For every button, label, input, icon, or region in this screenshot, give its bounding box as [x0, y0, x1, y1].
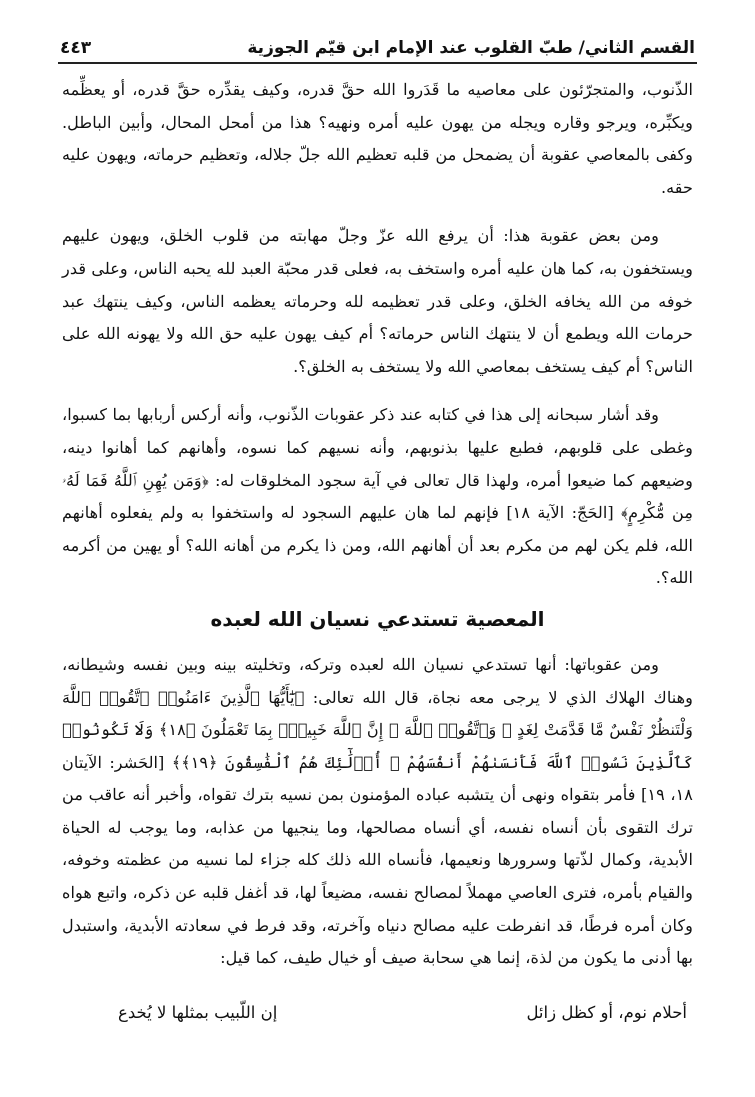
- page-number: ٤٤٣: [60, 38, 92, 58]
- paragraph-gap: [62, 204, 693, 220]
- poem-verse: [118, 1003, 687, 1022]
- paragraph-1: الذّنوب، والمتجرّئون على معاصيه ما قَدَروا الله حقَّ قدره، وكيف يقدِّره حقَّ قدره، أو يعظِّمه ويكبِّره، ويرجو وقاره ويجله من يهون عليه أمره ونهيه؟ هذا من أمحل المحال، وأبين الباطل. وكفى بالمعاصي عقوبة أن يضمحل من قلبه تعظيم الله جلّ جلاله، وتعظيم حرماته، ويهون عليه حقه.: [62, 80, 693, 197]
- section-heading: المعصية تستدعي نسيان الله لعبده: [210, 606, 545, 631]
- running-title: القسم الثاني/ طبّ القلوب عند الإمام ابن قيّم الجوزية: [247, 38, 695, 58]
- section-paragraph: ومن عقوباتها: أنها تستدعي نسيان الله لعبده وتركه، وتخليته بينه وبين نفسه وشيطانه، وهناك الهلاك الذي لا يرجى معه نجاة، قال الله تعالى: ﴿يَٰٓأَيُّهَا ٱلَّذِينَ ءَامَنُوا۟ ٱتَّقُوا۟ ٱللَّهَ وَلْتَنظُرْ نَفْسٌ مَّا قَدَّمَتْ لِغَدٍ ۖ وَٱتَّقُوا۟ ٱللَّهَ ۚ إِنَّ ٱللَّهَ خَبِيرٌۢ بِمَا تَعْمَلُونَ ﴿١٨﴾ وَلَا تَكُونُوا۟ كَٱلَّذِينَ نَسُوا۟ ٱللَّهَ فَأَنسَىٰهُمْ أَنفُسَهُمْ ۚ أُو۟لَٰٓئِكَ هُمُ ٱلْفَٰسِقُونَ ﴿١٩﴾﴾ [الحَشر: الآيتان ١٨، ١٩] فأمر بتقواه ونهى أن يتشبه عباده المؤمنون بمن نسيه بترك تقواه، وأخبر أنه عاقب من ترك التقوى بأن أنساه نفسه، أي أنساه مصالحها، وما ينجيها من عذابه، وما يوجب له الحياة الأبدية، وكمال لذّتها وسرورها ونعيمها، فأنساه الله ذلك كله جزاء لما نسيه من عظمته وخوفه، والقيام بأمره، فترى العاصي مهملاً لمصالح نفسه، مضيعاً لها، قد أغفل قلبه عن ذكره، واتبع هواه وكان أمره فرطًا، قد انفرطت عليه مصالح دنياه وآخرته، وقد فرط في سعادته الأبدية، واستبدل بها أدنى ما يكون من لذة، إنما هي سحابة صيف أو خيال طيف، كما قيل:: [62, 654, 693, 968]
- header-rule: [58, 62, 697, 64]
- poem-hemistich-second: إن اللّبيب بمثلها لا يُخدع: [118, 1003, 278, 1022]
- paragraph-2: ومن بعض عقوبة هذا: أن يرفع الله عزّ وجلّ مهابته من قلوب الخلق، ويهون عليهم ويستخفون به، كما هان عليه أمره واستخف به، فعلى قدر محبّة العبد لله يحبه الناس، وعلى قدر خوفه من الله يخافه الخلق، وعلى قدر تعظيمه لله وحرماته يعظمه الناس، وكيف ينتهك عبد حرمات الله ويطمع أن لا ينتهك الناس حرماته؟ أم كيف يهون عليه حق الله ولا يهونه الله على الناس؟ أم كيف يستخف بمعاصي الله ولا يستخف به الخلق؟.: [62, 226, 693, 376]
- paragraph-gap: [62, 383, 693, 399]
- poem-hemistich-first: أحلام نوم، أو كظل زائل: [526, 1003, 687, 1022]
- page-body: [62, 74, 693, 975]
- paragraph-3: وقد أشار سبحانه إلى هذا في كتابه عند ذكر عقوبات الذّنوب، وأنه أركس أربابها بما كسبوا، وغطى على قلوبهم، فطبع عليها بذنوبهم، وأنه نسيهم كما نسوه، وأهانهم كما أهانوا دينه، وضيعهم كما ضيعوا أمره، ولهذا قال تعالى في آية سجود المخلوقات له: ﴿وَمَن يُهِنِ ٱللَّهُ فَمَا لَهُۥ مِن مُّكْرِمٍ﴾ [الحَجّ: الآية ١٨] فإنهم لما هان عليهم السجود له واستخفوا به ولم يفعلوه أهانهم الله، فلم يكن لهم من مكرم بعد أن أهانهم الله، ومن ذا يكرم من أهانه الله؟ أو يهين من أكرمه الله؟.: [62, 405, 693, 588]
- page-header: [60, 28, 695, 58]
